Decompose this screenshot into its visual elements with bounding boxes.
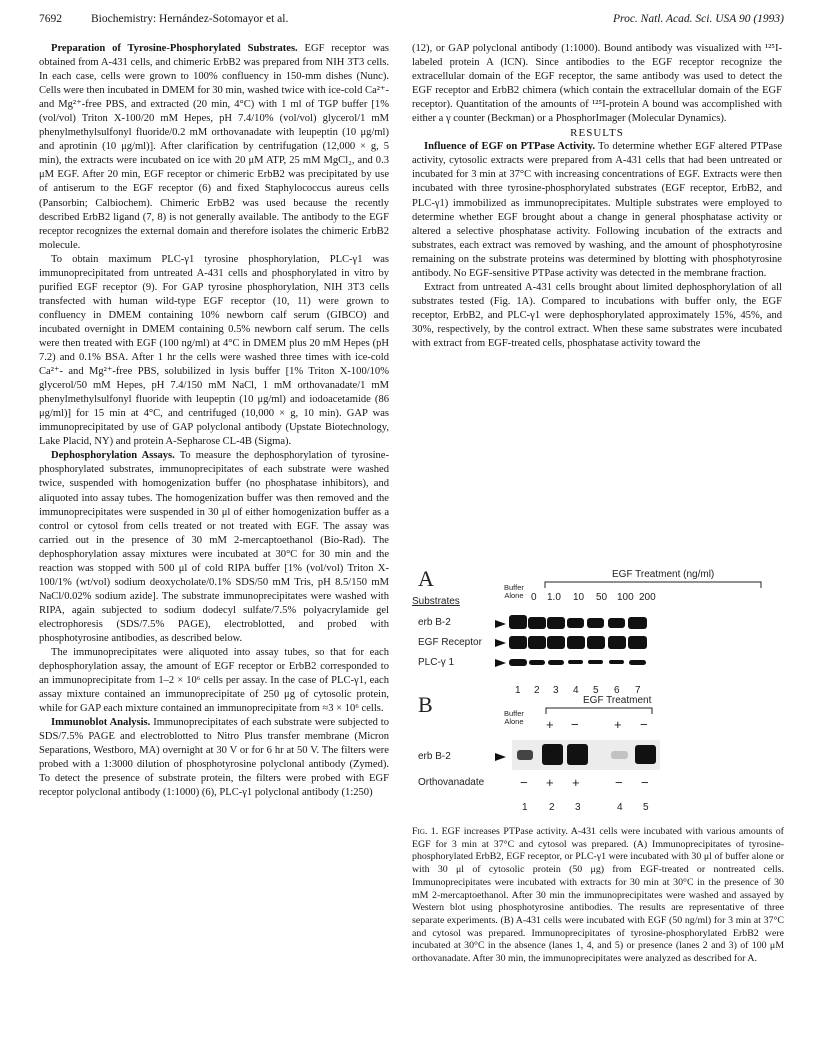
lane-number: 3 [575,802,581,813]
egf-sign: + [546,717,554,732]
panel-a-letter: A [418,566,434,591]
alone-word: Alone [504,591,524,600]
lane-number: 2 [534,685,540,696]
conc-label: 200 [639,592,656,603]
lane-number: 6 [614,685,620,696]
gel-band [547,617,565,629]
paragraph-text: To measure the dephosphorylation of tyrosine-phosphorylated substrates, immunoprecipitates of each substrate were washed twice, suspended with homogenization buffer (no phosphatase inhibitors), and aliquoted into assay tubes. The homogenization buffer was then removed and the immunoprecipitates were suspended in 30 μl of either homogenization buffer as a control or cytosol from cells treated or not treated with EGF. The assay was carried out in the presence of 30 mM 2-mercaptoethanol (Bio-Rad). The dephosphorylation assay mixtures were incubated at 30°C for 30 min and the reaction was stopped with 500 μl of cold RIPA buffer [1% (vol/vol) Triton X-100/1% (wt/vol) sodium deoxycholate/0.1% SDS/50 mM Tris, pH 8.5/150 mM NaCl/0.02% sodium azide]. The substrate immunoprecipitates were washed with RIPA, again subjected to sodium dodecyl sulfate/7.5% polyacrylamide gel electrophoresis (SDS/7.5% PAGE), electroblotted, and probed with phosphotyrosine antibodies, as described below. [39,450,389,644]
lane-number: 7 [635,685,641,696]
gel-band [628,617,647,629]
paragraph-egf-influence [412,140,782,280]
gel-band [587,636,605,649]
gel-band [635,745,656,764]
lane-number: 5 [643,802,649,813]
section-title-results: RESULTS [570,127,624,140]
paragraph-substrates [39,42,389,253]
paragraph-aliquots: The immunoprecipitates were aliquoted into assay tubes, so that for each dephosphorylation assay, the amount of EGF receptor or ErbB2 corresponded to an immunoprecipitate from 1–2 × 10⁶ cells per assay. In the case of PLC-γ1, each assay mixture contained an immunoprecipitate of 250 μg of cytosolic protein, while for GAP each mixture contained an immunoprecipitate from ≈3 × 10⁶ cells. [39,647,389,715]
paragraph-dephosphorylation [39,449,389,646]
lane-number: 4 [617,802,623,813]
gel-band [567,636,585,649]
page-number: 7692 [39,13,62,25]
gel-band [528,636,546,649]
substrates-label: Substrates [412,596,460,607]
band-arrow [495,639,506,647]
run-in-heading: Preparation of Tyrosine-Phosphorylated Substrates. [51,43,298,54]
ortho-sign: + [546,775,554,790]
run-in-heading: Immunoblot Analysis. [51,717,151,729]
gel-band [517,750,533,760]
alone-word: Alone [504,717,524,726]
journal-citation: Proc. Natl. Acad. Sci. USA 90 (1993) [613,13,784,25]
gel-band [628,636,647,649]
lane-number: 4 [573,685,579,696]
gel-band [588,660,603,664]
panel-b-row-label: erb B-2 [418,751,451,762]
panel-b-letter: B [418,692,433,717]
conc-label: 10 [573,592,585,603]
figure-caption [412,826,784,966]
right-column [412,42,782,351]
orthovanadate-label: Orthovanadate [418,777,485,788]
conc-label: 1.0 [547,592,561,603]
paragraph-extract: Extract from untreated A-431 cells brought about limited dephosphorylation of all substrates tested (Fig. 1A). Compared to incubations with buffer only, the EGF receptor, ErbB2, and PLC-γ1 were dephosphorylated approximately 15%, 45%, and 30%, respectively, by the control extract. When these same substrates were incubated with extract from EGF-treated cells, phosphatase activity toward the [412,281,782,349]
band-arrow [495,753,506,761]
left-column [39,42,389,801]
ortho-sign: − [520,775,528,790]
row-label-plc: PLC-γ 1 [418,657,455,668]
gel-band [609,660,624,664]
caption-label: Fig. 1. [412,826,439,837]
gel-band [509,615,527,629]
gel-band [542,744,563,765]
panel-b-bracket [545,707,653,715]
gel-band [629,660,646,665]
panel-a-title: EGF Treatment (ng/ml) [612,569,715,580]
lane-number: 1 [522,802,528,813]
run-in-heading: Dephosphorylation Assays. [51,450,175,462]
panel-b-title: EGF Treatment [583,695,652,706]
figure-1 [412,568,784,818]
band-arrow [495,620,506,628]
egf-sign: − [571,717,579,732]
gel-band [611,751,628,759]
egf-sign: − [640,717,648,732]
paragraph-plc: To obtain maximum PLC-γ1 tyrosine phosphorylation, PLC-γ1 was immunoprecipitated from untreated A-431 cells and phosphorylated in vitro by purified EGF receptor (9). For GAP tyrosine phosphorylation, NIH 3T3 cells transfected with human wild-type EGF receptor (10, 11) were grown to confluency in DMEM containing 10% newborn calf serum (GIBCO) and incubated overnight in DMEM containing 0.5% newborn calf serum. The cells were then treated with EGF (100 ng/ml) at 4°C in DMEM plus 20 mM Hepes (pH 7.2) and 0.1% BSA. After 1 hr the cells were washed three times with ice-cold Ca²⁺- and Mg²⁺-free PBS, solubilized in lysis buffer [1% Triton X-100/10% glycerol/50 mM Hepes, pH 7.4/150 mM NaCl, 1 mM orthovanadate/1 mM phenylmethylsulfonyl fluoride with leupeptin (10 μg/ml) and iodoacetamide (86 μg/ml)] for 15 min at 4°C, and centrifuged (10,000 × g, 10 min). GAP was immunoprecipitated by use of GAP polyclonal antibody (Upstate Biotechnology, Lake Placid, NY) and protein A-Sepharose CL-4B (Sigma). [39,253,389,448]
paragraph-immunoblot [39,716,389,800]
gel-band [509,636,527,649]
lane-number: 3 [553,685,559,696]
gel-band [568,660,583,664]
gel-band [608,618,625,628]
row-label-egf-receptor: EGF Receptor [418,637,482,648]
gel-band [567,744,588,765]
conc-label: 50 [596,592,608,603]
row-label-erbb2: erb B-2 [418,617,451,628]
conc-label: 100 [617,592,634,603]
gel-band [528,617,546,629]
paragraph-text: EGF receptor was obtained from A-431 cells, and chimeric ErbB2 was prepared from NIH 3T3 cells. In each case, cells were grown to 100% confluency in 150-mm dishes (Nunc). Cells were then incubated in DMEM for 30 min, washed twice with ice-cold Ca²⁺- and Mg²⁺-free PBS, and extracted (20 min, 4°C) with 1 ml of TGP buffer [1% (vol/vol) Triton X-100/20 mM Hepes, pH 7.4/10% (vol/vol) glycerol/1 mM phenylmethylsulfonyl fluoride/0.2 mM orthovanadate with leupeptin (10 μg/ml) and aprotinin (10 μg/ml)]. After clarification by centrifugation (12,000 × g, 5 min), the extracts were incubated on ice with 20 μM ATP, 25 mM MgCl₂, and 0.3 μM EGF. After 20 min, EGF receptor or chimeric ErbB2 was precipitated by use of antiserum to the EGF receptor (6) and fixed Staphylococcus aureus cells (Pansorbin; Calbiochem). Chimeric ErbB2 was used because the recently described ErbB2 ligand (7, 8) is not generally available. The antibody to the EGF receptor recognizes the external domain and therefore isolates the chimeric ErbB2 molecule. [39,43,389,251]
run-in-heading: Influence of EGF on PTPase Activity. [424,141,596,153]
lane-number: 5 [593,685,599,696]
conc-label: 0 [531,592,537,603]
gel-band [529,660,545,665]
gel-band [509,659,527,666]
gel-band [547,636,565,649]
lane-number: 2 [549,802,555,813]
panel-a-buffer-label [504,584,524,600]
page-header [39,13,784,33]
panel-a-bracket [544,581,762,589]
paragraph-text: To determine whether EGF altered PTPase activity, cytosolic extracts were prepared from A-431 cells that had been untreated or incubated for 3 min at 37°C with increasing concentrations of EGF. Extracts were then incubated with three tyrosine-phosphorylated substrates (EGF receptor, ErbB2, and PLC-γ1) immobilized as immunoprecipitates. Multiple substrates were employed to determine whether EGF brought about a change in general phosphatase activity or altered a selective phosphatase activity. Following incubation of the extracts and substrates, each extract was removed by washing, and the amount of phosphotyrosine remaining on the substrate proteins was determined by blotting with phosphotyrosine antibody. No EGF-sensitive PTPase activity was detected in the membrane fraction. [412,141,782,279]
gel-band [567,618,584,628]
caption-text: EGF increases PTPase activity. A-431 cells were incubated with various amounts of EGF for 3 min at 37°C and cytosol was prepared. (A) Immunoprecipitates of tyrosine-phosphorylated ErbB2, EGF receptor, or PLC-γ1 were incubated with 30 μl of buffer alone or with 30 μl of cytosolic protein (50 μg) from EGF-treated or nontreated cells. Immunoprecipitates were incubated with extracts for 30 min at 30°C in the presence of 30 mM 2-mercaptoethanol. After 30 min the immunoprecipitates were washed and assayed by Western blot using phosphotyrosine antibodies. The results are representative of three separate experiments. (B) A-431 cells were incubated with EGF (50 ng/ml) for 3 min at 37°C and cytosol was prepared. Immunoprecipitates of tyrosine-phosphorylated ErbB2 were incubated at 30°C in the absence (lanes 1, 4, and 5) or presence (lanes 2 and 3) of 100 μM orthovanadate. After 30 min, the immunoprecipitates were analyzed as described for A. [412,826,784,965]
gel-band [548,660,564,665]
gel-band [587,618,604,628]
ortho-sign: − [615,775,623,790]
paragraph-antibody: (12), or GAP polyclonal antibody (1:1000). Bound antibody was visualized with ¹²⁵I-labeled protein A (ICN). Since antibodies to the EGF receptor recognize the extracellular domain of the EGF receptor, the same antibody was used to detect the EGF receptor and ErbB2 chimera (which contain the extracellular domain of the EGF receptor). Quantitation of the amounts of ¹²⁵I-protein A bound was accomplished with either a γ counter (Beckman) or a PhosphorImager (Molecular Dynamics). [412,43,782,125]
ortho-sign: + [572,775,580,790]
ortho-sign: − [641,775,649,790]
running-title: Biochemistry: Hernández-Sotomayor et al. [91,13,289,25]
panel-b-buffer-label [504,710,524,726]
band-arrow [495,659,506,667]
paragraph-text: Immunoprecipitates of each substrate were subjected to SDS/7.5% PAGE and electroblotted to Nitro Plus transfer membrane (Micron Separations, Westboro, MA) overnight at 30 V or for 6 hr at 50 V. The filters were probed with a 1:3000 dilution of phosphotyrosine polyclonal antibody (Zymed). To detect the presence of substrate protein, the filters were probed with EGF receptor polyclonal antibody (1:1000) (6), PLC-γ1 polyclonal antibody (1:250) [39,717,389,799]
buffer-word: Buffer [504,709,524,718]
buffer-word: Buffer [504,583,524,592]
lane-number: 1 [515,685,521,696]
gel-band [608,636,626,649]
egf-sign: + [614,717,622,732]
